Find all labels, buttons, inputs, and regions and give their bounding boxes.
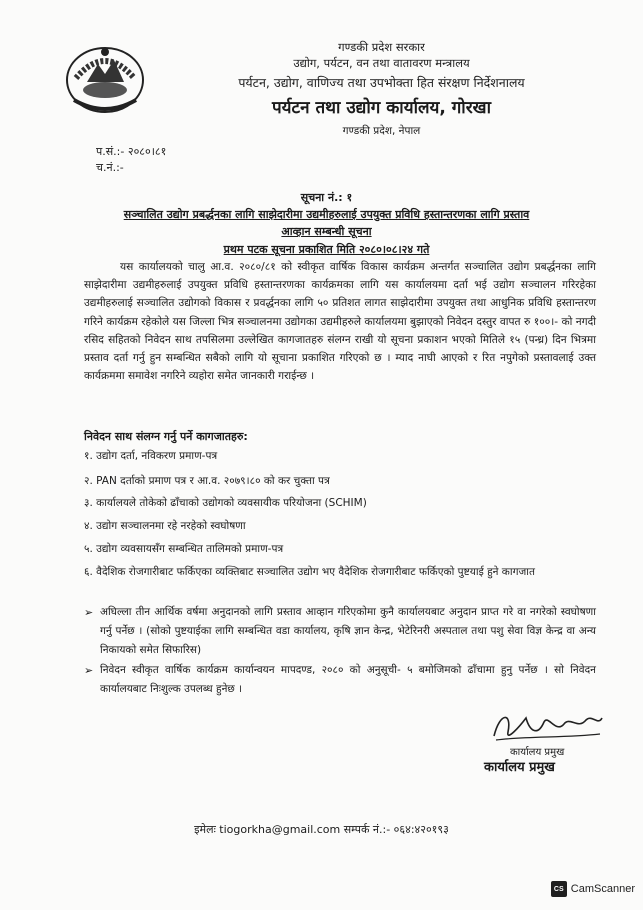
footer-contact: इमेलः tiogorkha@gmail.com सम्पर्क नं.:- ०६४:४२०१९३	[194, 823, 449, 836]
bullet-text: निवेदन स्वीकृत वार्षिक कार्यक्रम कार्यान्वयन मापदण्ड, २०८० को अनुसूची- ५ बमोजिमको ढाँचामा हुनु पर्नेछ । सो निवेदन कार्यालयबाट निःशुल्क उपलब्ध हुनेछ ।	[100, 664, 596, 695]
notice-subject-line1: सञ्चालित उद्योग प्रबर्द्धनका लागि साझेदारीमा उद्यमीहरुलाई उपयुक्त प्रविधि हस्तान्तरणका लागि प्रस्ताव	[123, 208, 530, 221]
attachments-heading: निवेदन साथ संलग्न गर्नु पर्ने कागजातहरु:	[84, 430, 248, 443]
notice-body: यस कार्यालयको चालु आ.व. २०८०/८१ को स्वीकृत वार्षिक विकास कार्यक्रम अन्तर्गत सञ्चालित उद्योग प्रबर्द्धनका लागि साझेदारीमा उद्यमीहरुलाई उपयुक्त प्रविधि हस्तान्तरणका कार्यक्रमका लागि यस कार्यालयमा दर्ता भई उद्योग सञ्चालन गरिरहेका उद्यमीहरुलाई सञ्चालित उद्योगको विकास र प्रवर्द्धनका लागि ५० प्रतिशत लागत साझेदारीमा उपयुक्त तथा आधुनिक प्रविधि हस्तान्तरण गरिने कार्यक्रम रहेकोले यस जिल्ला भित्र सञ्चालनमा उद्योगका उद्यमीहरुले कार्यालयमा बुझाएको निवेदन दस्तुर वापत रु १००।- को नगदी रसिद सहितको निवेदन साथ तपसिलमा उल्लेखित कागजातहरु संलग्न राखी यो सूचना प्रकाशन भएको मितिले १५ (पन्ध्र) दिन भित्रमा प्रस्ताव दर्ता गर्नु हुन सम्बन्धित सबैको लागि यो सूचाना प्रकाशित गरिएको छ । म्याद नाघी आएको र रित नपुगेको प्रस्तावलाई उक्त कार्यक्रममा समावेश नगरिने व्यहोरा समेत जानकारी गराईन्छ ।	[84, 261, 596, 383]
attachment-item: २. PAN दर्ताको प्रमाण पत्र र आ.व. २०७९।८० को कर चुक्ता पत्र	[84, 475, 330, 487]
attachment-item: ६. वैदेशिक रोजगारीबाट फर्किएका व्यक्तिबाट सञ्चालित उद्योग भए वैदेशिक रोजगारीबाट फर्किएको पुष्टयाई हुने कागजात	[84, 566, 535, 578]
attachment-item: ३. कार्यालयले तोकेको ढाँचाको उद्योगको व्यवसायीक परियोजना (SCHIM)	[84, 497, 367, 509]
signature-designation: कार्यालय प्रमुख	[484, 760, 555, 775]
header-office-title: पर्यटन तथा उद्योग कार्यालय, गोरखा	[272, 98, 491, 118]
notice-subject-line2: आव्हान सम्बन्धी सूचना	[281, 225, 372, 238]
camscanner-watermark	[551, 881, 635, 897]
camscanner-logo-icon: CS	[551, 881, 567, 897]
bullet-item	[84, 661, 596, 699]
handwritten-signature	[486, 706, 606, 746]
dispatch-number: च.नं.:-	[96, 161, 124, 174]
bullet-item	[84, 603, 596, 660]
header-line-ministry: उद्योग, पर्यटन, वन तथा वातावरण मन्त्रालय	[293, 56, 470, 70]
notice-publish-date: प्रथम पटक सूचना प्रकाशित मिति २०८०।०८।२४ गते	[223, 243, 430, 256]
header-location: गण्डकी प्रदेश, नेपाल	[342, 125, 421, 137]
bullet-text: अघिल्ला तीन आर्थिक वर्षमा अनुदानको लागि प्रस्ताव आव्हान गरिएकोमा कुनै कार्यालयबाट अनुदान प्राप्त गरे वा नगरेको स्वघोषणा गर्नु पर्नेछ । (सोको पुष्टयाईका लागि सम्बन्धित वडा कार्यालय, कृषि ज्ञान केन्द्र, भेटेरिनरी अस्पताल तथा पशु सेवा विज्ञ केन्द्र वा अन्य निकायको समेत सिफारिस)	[100, 606, 596, 656]
attachment-item: ५. उद्योग व्यवसायसँग सम्बन्धित तालिमको प्रमाण-पत्र	[84, 543, 284, 555]
attachment-item: ४. उद्योग सञ्चालनमा रहे नरहेको स्वघोषणा	[84, 520, 246, 532]
arrow-bullet-icon: ➢	[84, 664, 94, 677]
header-line-directorate: पर्यटन, उद्योग, वाणिज्य तथा उपभोक्ता हित संरक्षण निर्देशनालय	[238, 75, 525, 90]
nepal-emblem-icon	[62, 38, 148, 116]
signature-designation-handwritten: कार्यालय प्रमुख	[510, 747, 565, 758]
attachment-item: १. उद्योग दर्ता, नविकरण प्रमाण-पत्र	[84, 450, 218, 462]
header-line-province: गण्डकी प्रदेश सरकार	[338, 40, 425, 54]
notice-number: सूचना नं.: १	[300, 191, 353, 204]
camscanner-label: CamScanner	[570, 883, 635, 895]
arrow-bullet-icon: ➢	[84, 606, 94, 619]
reference-number: प.सं.:- २०८०।८१	[96, 145, 167, 158]
